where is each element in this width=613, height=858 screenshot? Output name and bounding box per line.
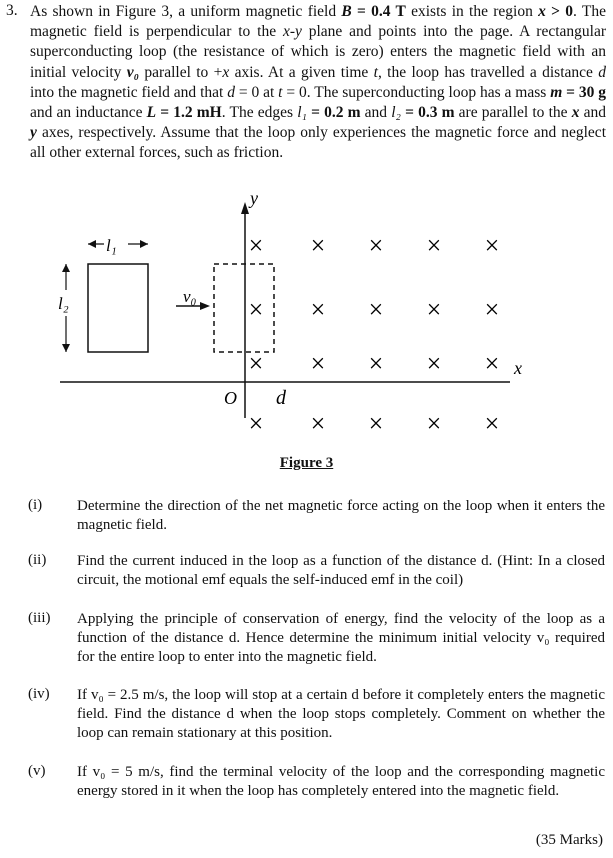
field-cross: × [484,409,500,438]
part-text: Find the current induced in the loop as a function of the distance d. (Hint: In a closed circuit, the motional emf equals the self-induced emf in the coil) [77,553,605,588]
field-cross: × [368,409,384,438]
magnetic-field-crosses [249,231,500,438]
field-cross: × [248,231,264,260]
part-label: (ii) [28,552,47,568]
velocity-arrowhead [200,302,210,310]
field-cross: × [310,349,326,378]
l2-arrow-top [62,264,70,272]
velocity-label: v₀ [183,287,197,306]
field-cross: × [310,231,326,260]
l1-arrow-right [140,240,148,248]
field-cross: × [426,295,442,324]
field-cross: × [484,295,500,324]
x-axis-label: x [514,358,522,378]
part-text: Determine the direction of the net magnetic force acting on the loop when it enters the magnetic field. [77,498,605,533]
part-label: (v) [28,763,46,779]
field-cross: × [426,231,442,260]
superconducting-loop [88,264,148,352]
field-cross: × [248,409,264,438]
y-axis-label: y [250,188,258,208]
field-cross: × [248,295,264,324]
y-axis-arrowhead [241,202,249,214]
part-label: (i) [28,497,43,513]
part-text: If v₀ = 5 m/s, find the terminal velocity of the loop and the corresponding magnetic energy stored in it when the loop has completely entered into the magnetic field. [77,764,605,799]
figure-3 [0,178,613,478]
figure-svg [0,178,613,478]
field-cross: × [484,349,500,378]
l1-arrow-left [88,240,96,248]
part-text: If v₀ = 2.5 m/s, the loop will stop at a certain d before it completely enters the magnetic field. Find the distance d when the loop stops completely. Comment on whether the loop can remain stationary at this position. [77,687,605,741]
l2-label: l₂ [58,294,69,313]
field-cross: × [368,295,384,324]
origin-label: O [224,388,237,408]
field-cross: × [368,231,384,260]
question-number: 3. [6,2,18,19]
l2-arrow-bottom [62,344,70,352]
field-cross: × [248,349,264,378]
question-intro: As shown in Figure 3, a uniform magnetic field B = 0.4 T exists in the region x > 0. The magnetic field is perpendicular to the x-y plane and points into the page. A rectangular superconducting loop (the resistance of which is zero) enters the magnetic field with an initial velocity v₀ parallel to +x axis. At a given time t, the loop has travelled a distance d into the magnetic field and that d = 0 at t = 0. The superconducting loop has a mass m = 30 g and an inductance L = 1.2 mH. The edges l₁ = 0.2 m and l₂ = 0.3 m are parallel to the x and y axes, respectively. Assume that the loop only experiences the magnetic force and neglect all other external forces, such as friction. [30,3,607,162]
part-label: (iii) [28,610,51,626]
marks-total: (35 Marks) [535,832,603,848]
field-cross: × [484,231,500,260]
figure-caption: Figure 3 [279,455,334,471]
distance-label: d [276,387,286,409]
dashed-loop-position [214,264,274,352]
part-text: Applying the principle of conservation of energy, find the velocity of the loop as a function of the distance d. Hence determine the minimum initial velocity v₀ required for the entire loop to enter into the magnetic field. [77,611,605,665]
field-cross: × [368,349,384,378]
field-cross: × [426,409,442,438]
part-label: (iv) [28,686,50,702]
field-cross: × [310,409,326,438]
field-cross: × [426,349,442,378]
l1-label: l₁ [106,236,117,255]
field-cross: × [310,295,326,324]
